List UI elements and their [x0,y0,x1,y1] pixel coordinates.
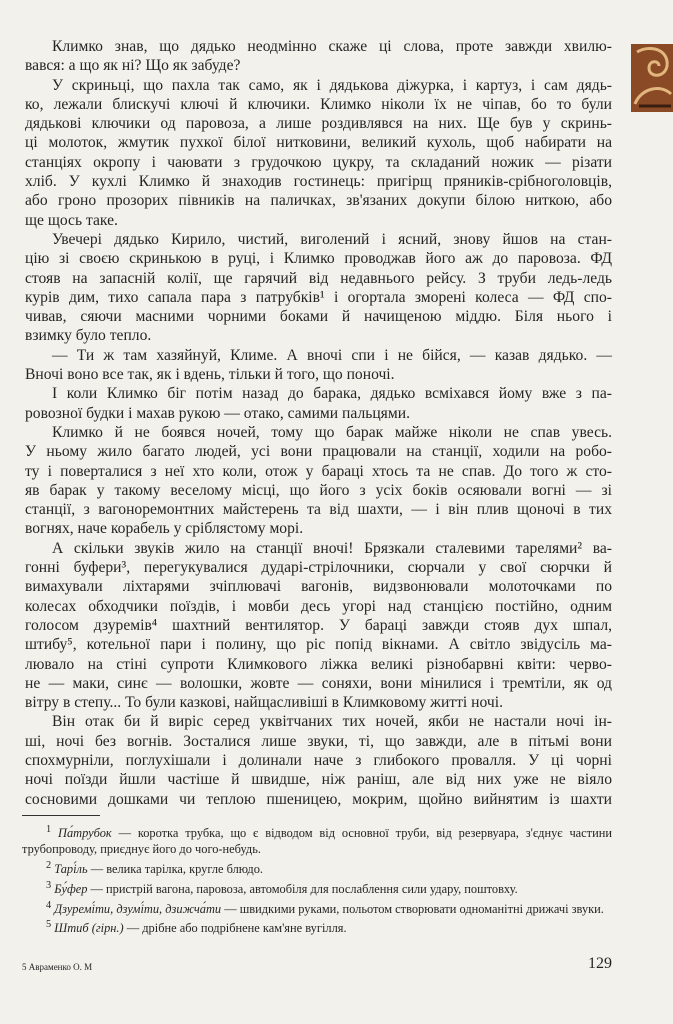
footnote [22,917,612,937]
text-line: голосом дзуремів⁴ шахтний вентилятор. У бараці завжди стояв дух шпал, [25,616,612,634]
text-line: сосновими дошками чи теплою пшеницею, мокрим, щойно вийнятим із шахти [25,790,612,808]
text-line: Він отак би й виріс серед уквітчаних тих ночей, якби не настали ночі ін- [52,713,612,731]
text-line: вогнях, наче корабель у сріблястому морі. [25,520,304,538]
footnote-term: Дзуремі́ти, дзумі́ти, дзижча́ти [54,901,222,916]
text-line: — Ти ж там хазяйнуй, Климе. А вночі спи і не бійся, — казав дядько. — [52,346,612,364]
footnote-number: 5 [46,919,52,931]
footnote-text: — дрібне або подрібнене кам'яне вугілля. [123,921,347,936]
text-line: стояв на запасній колії, ще гарячий від недавнього рейсу. З труби ледь-ледь [25,269,612,287]
footnote-term: Тарі́ль [54,861,88,876]
text-line: гонні буфери³, перегукувалися дударі-стрілочники, сюрчали у свої сюрчки й [25,559,612,577]
footnote-text: — пристрій вагона, паровоза, автомобіля для послаблення сили удару, поштовху. [87,881,518,896]
footnote-number: 2 [46,859,52,871]
text-line: А скільки звуків жило на станції вночі! Брязкали сталевими тарелями² ва- [52,539,612,557]
text-line: У ньому жило багато людей, усі вони працювали на станції, ходили на робо- [25,443,612,461]
footnote-text: — коротка трубка, що є відводом від основної труби, від резервуара, з'єднує частини трубопроводу, приєднує його до чого-небудь. [22,826,612,856]
footnote [22,898,612,918]
footnote [22,878,612,898]
text-line: яв барак у такому веселому місці, що його з усіх боків осяювали вогні — зі [25,481,612,499]
text-line: курів дим, тихо сапала пара з патрубків¹ і огортала зморені колеса — ФД спо- [25,288,612,306]
page-number: 129 [588,955,612,972]
footnote-number: 4 [46,899,52,911]
text-line: Климко знав, що дядько неодмінно скаже ці слова, проте завжди хвилю- [52,38,612,55]
text-line: або гроно прозорих півників на паличках, зв'язаних докупи білою ниткою, або [25,192,612,210]
footnote-label: (гірн.) [88,921,124,936]
footnote-term: Па́трубок [58,826,112,841]
footnote-term: Штиб [54,921,89,936]
footnote-number: 1 [46,824,52,835]
footnotes [22,822,612,937]
text-line: ко, лежали блискучі ключі й ключики. Климко ніколи їх не чіпав, бо то були [25,95,612,113]
text-line: Климко й не боявся ночей, тому що барак майже ніколи не спав увесь. [52,423,612,441]
text-line: цію зі своєю скринькою в руці, і Климко проводжав його аж до паровоза. ФД [25,250,612,268]
text-line: ші, ночі без вогнів. Зосталися лише звуки, ті, що завжди, але в пітьмі вони [25,732,612,750]
footnote-term: Бу́фер [54,881,88,896]
footnote-divider [22,815,100,816]
footnote-text: — велика тарілка, кругле блюдо. [87,861,264,876]
text-line: станції, з вагоноремонтних майстерень та від шахти, — і він плив щоночі в тих [25,501,612,519]
text-line: взимку було тепло. [25,327,152,345]
text-line: Увечері дядько Кирило, чистий, виголений і ясний, знову йшов на стан- [52,230,612,248]
footnote [22,858,612,878]
text-line: ці молоток, жмутик пухкої білої нитковини, великий кухоль, щоб набирати на [25,134,612,152]
text-line: станціях окропу і чаювати з грудочкою цукру, та складаний ножик — різати [25,153,612,171]
text-line: лювало на стіні супроти Климкового ліжка великі різнобарвні квіти: черво- [25,655,612,673]
footnote [22,822,612,858]
text-line: ту і поверталися з неї хто коли, отож у бараці хтось та не спав. До того ж сто- [25,462,612,480]
text-line: спохмурніли, поглухішали і долинали наче з глибокого провалля. У ці чорні [25,751,612,769]
text-line: Вночі воно все так, як і вдень, тільки й того, що поночі. [25,366,395,384]
text-line: ровозної будки і махав рукою — отако, самими пальцями. [25,404,410,422]
text-line: колесах обходчики поїздів, і мовби десь угорі над станцією постійно, одним [25,597,612,615]
text-line: І коли Климко біг потім назад до барака, дядько всміхався йому вже з па- [52,385,612,403]
text-line: не — маки, синє — волошки, жовте — соняхи, вони мінилися і тремтіли, як од [25,674,612,692]
text-line: чивав, сяючи масними чорними боками й начищеною міддю. Біля нього і [25,308,612,326]
text-line: ще щось таке. [25,211,118,229]
text-line: штибу⁵, котельної пари і полину, що ріс попід вікнами. А світло звідусіль ма- [25,636,612,654]
corner-ornament-icon [631,44,673,112]
text-line: вимахували ліхтарями зчіплювачі вагонів, видзвонювали молоточками по [25,578,612,596]
text-line: У скриньці, що пахла так само, як і дядькова діжурка, і картуз, і сам дядь- [52,76,612,94]
text-line: вався: а що як ні? Що як забуде? [25,57,241,75]
signature-mark: 5 Авраменко О. М [22,962,93,972]
footnote-text: — швидкими руками, польотом створювати одноманітні дрижачі звуки. [221,901,604,916]
text-line: вітру в степу... То були казкові, найщасливіші в Климковому житті ночі. [25,694,503,712]
text-line: хліб. У кухлі Климко й знаходив гостинець: пригірщ пряників-срібноголовців, [25,173,612,191]
main-text [25,37,612,809]
footnote-number: 3 [46,879,52,891]
text-line: дядькові ключики од паровоза, а лише роздивлявся на них. Ще був у скринь- [25,115,612,133]
text-line: ночі поїзди йшли частіше й швидше, ніж раніш, але від них уже не віяло [25,771,612,789]
